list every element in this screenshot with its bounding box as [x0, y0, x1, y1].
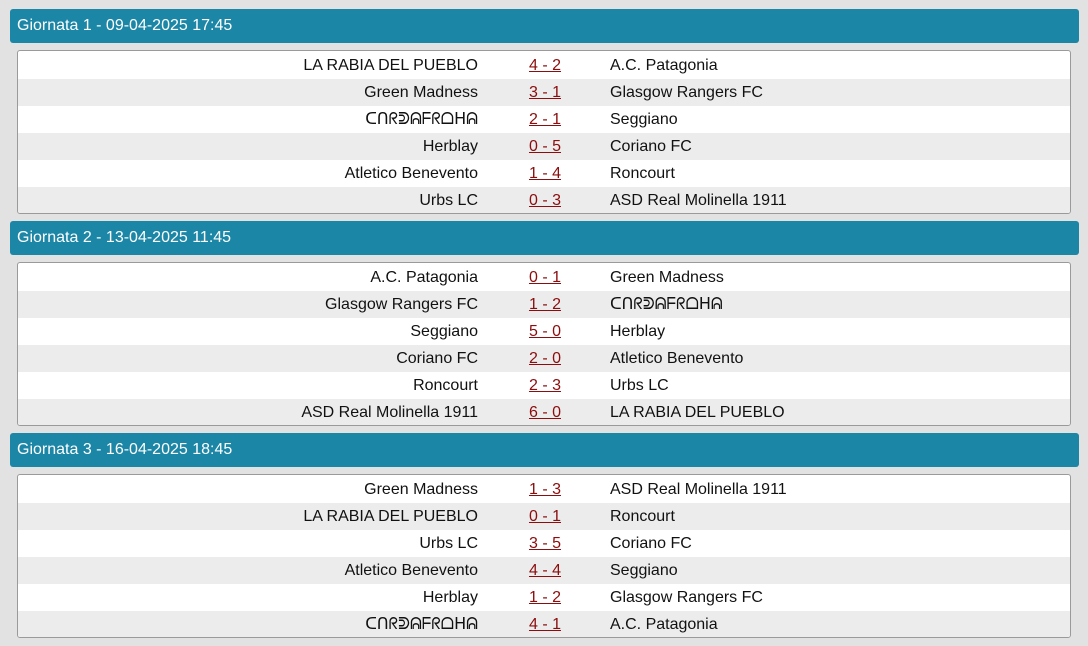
score-link[interactable]: 0 - 1: [528, 269, 561, 286]
match-row: [18, 584, 1070, 611]
away-team: ASD Real Molinella 1911: [610, 481, 787, 498]
away-team: ᑕᑎᖇᕲᕱᖴᖇᗝᕼᕱ: [610, 296, 723, 313]
match-list: [17, 50, 1071, 214]
away-team: Coriano FC: [610, 535, 692, 552]
match-row: [18, 530, 1070, 557]
home-team: Roncourt: [413, 377, 478, 394]
match-row: [18, 291, 1070, 318]
away-team: Coriano FC: [610, 138, 692, 155]
home-team: Glasgow Rangers FC: [325, 296, 478, 313]
home-team: ᑕᑎᖇᕲᕱᖴᖇᗝᕼᕱ: [365, 111, 478, 128]
match-row: [18, 52, 1070, 79]
away-team: A.C. Patagonia: [610, 616, 718, 633]
away-team: ASD Real Molinella 1911: [610, 192, 787, 209]
score-link[interactable]: 4 - 1: [528, 616, 561, 633]
away-team: Green Madness: [610, 269, 724, 286]
home-team: Green Madness: [364, 84, 478, 101]
home-team: Urbs LC: [419, 192, 478, 209]
round-header: Giornata 3 - 16-04-2025 18:45: [10, 433, 1079, 467]
round-header: Giornata 1 - 09-04-2025 17:45: [10, 9, 1079, 43]
match-list: [17, 262, 1071, 426]
match-row: [18, 345, 1070, 372]
home-team: Seggiano: [410, 323, 478, 340]
home-team: A.C. Patagonia: [370, 269, 478, 286]
score-link[interactable]: 4 - 4: [528, 562, 561, 579]
score-link[interactable]: 2 - 0: [528, 350, 561, 367]
match-list: [17, 474, 1071, 638]
match-row: [18, 79, 1070, 106]
match-row: [18, 476, 1070, 503]
away-team: Roncourt: [610, 508, 675, 525]
score-link[interactable]: 1 - 2: [528, 589, 561, 606]
home-team: Coriano FC: [396, 350, 478, 367]
match-row: [18, 133, 1070, 160]
score-link[interactable]: 1 - 4: [528, 165, 561, 182]
round-header: Giornata 2 - 13-04-2025 11:45: [10, 221, 1079, 255]
score-link[interactable]: 4 - 2: [528, 57, 561, 74]
match-row: [18, 611, 1070, 638]
match-row: [18, 160, 1070, 187]
away-team: Atletico Benevento: [610, 350, 744, 367]
match-row: [18, 372, 1070, 399]
score-link[interactable]: 1 - 3: [528, 481, 561, 498]
match-row: [18, 399, 1070, 426]
home-team: ASD Real Molinella 1911: [301, 404, 478, 421]
score-link[interactable]: 6 - 0: [528, 404, 561, 421]
away-team: Seggiano: [610, 562, 678, 579]
score-link[interactable]: 0 - 1: [528, 508, 561, 525]
away-team: Glasgow Rangers FC: [610, 84, 763, 101]
home-team: Herblay: [422, 589, 478, 606]
home-team: ᑕᑎᖇᕲᕱᖴᖇᗝᕼᕱ: [365, 616, 478, 633]
match-row: [18, 187, 1070, 214]
match-row: [18, 318, 1070, 345]
score-link[interactable]: 1 - 2: [528, 296, 561, 313]
home-team: Atletico Benevento: [344, 165, 478, 182]
match-row: [18, 557, 1070, 584]
home-team: LA RABIA DEL PUEBLO: [303, 57, 478, 74]
home-team: Herblay: [422, 138, 478, 155]
match-row: [18, 106, 1070, 133]
home-team: LA RABIA DEL PUEBLO: [303, 508, 478, 525]
away-team: Herblay: [610, 323, 666, 340]
score-link[interactable]: 5 - 0: [528, 323, 561, 340]
away-team: Urbs LC: [610, 377, 669, 394]
home-team: Urbs LC: [419, 535, 478, 552]
score-link[interactable]: 0 - 3: [528, 192, 561, 209]
away-team: LA RABIA DEL PUEBLO: [610, 404, 785, 421]
home-team: Green Madness: [364, 481, 478, 498]
away-team: A.C. Patagonia: [610, 57, 718, 74]
match-row: [18, 264, 1070, 291]
score-link[interactable]: 3 - 1: [528, 84, 561, 101]
score-link[interactable]: 2 - 3: [528, 377, 561, 394]
home-team: Atletico Benevento: [344, 562, 478, 579]
away-team: Roncourt: [610, 165, 675, 182]
match-row: [18, 503, 1070, 530]
score-link[interactable]: 0 - 5: [528, 138, 561, 155]
away-team: Glasgow Rangers FC: [610, 589, 763, 606]
score-link[interactable]: 3 - 5: [528, 535, 561, 552]
score-link[interactable]: 2 - 1: [528, 111, 561, 128]
away-team: Seggiano: [610, 111, 678, 128]
